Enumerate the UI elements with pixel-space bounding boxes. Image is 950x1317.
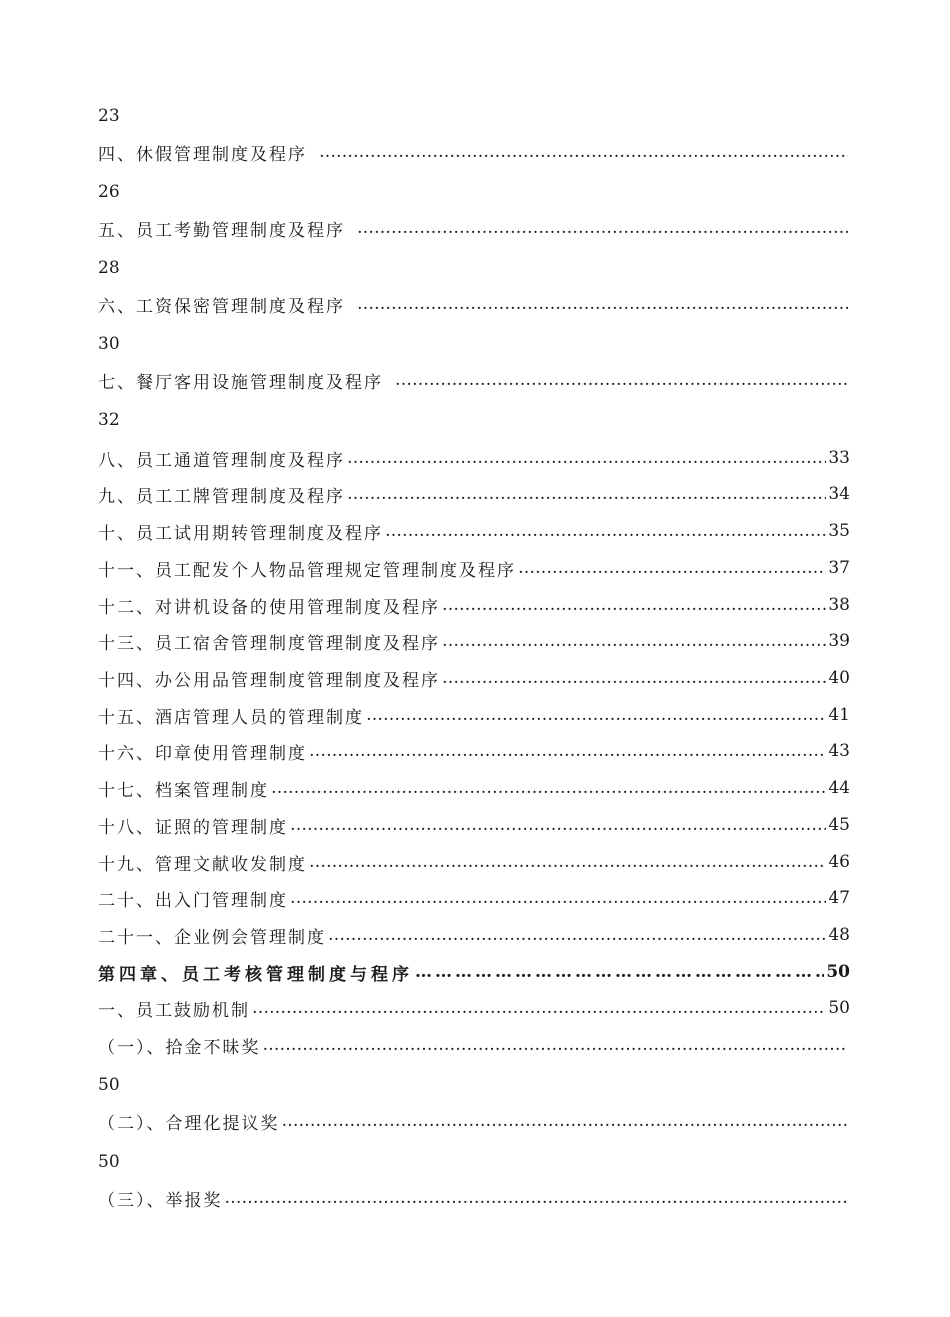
toc-leader-dots xyxy=(415,959,824,985)
toc-entry-title: 二十、出入门管理制度 xyxy=(98,890,288,911)
toc-entry-title: 十一、员工配发个人物品管理规定管理制度及程序 xyxy=(98,560,516,581)
toc-entry[interactable] xyxy=(98,849,850,875)
toc-entry-title: 第四章、员工考核管理制度与程序 xyxy=(98,964,413,985)
toc-chapter-heading[interactable] xyxy=(98,959,850,985)
toc-leader-dots xyxy=(385,518,826,544)
toc-entry[interactable] xyxy=(98,775,850,801)
toc-entry-page: 43 xyxy=(828,741,850,761)
toc-leader-dots xyxy=(442,592,826,618)
toc-page-number: 32 xyxy=(98,410,120,430)
toc-entry-page: 39 xyxy=(828,631,850,651)
toc-leader-dots xyxy=(225,1185,849,1211)
toc-entry-page: 50 xyxy=(826,962,850,982)
toc-entry[interactable] xyxy=(98,738,850,764)
toc-leader-dots xyxy=(357,215,848,241)
toc-entry-title: 二十一、企业例会管理制度 xyxy=(98,927,326,948)
toc-leader-dots xyxy=(357,291,848,317)
toc-leader-dots xyxy=(290,885,826,911)
toc-page-number: 23 xyxy=(98,106,120,126)
toc-entry-page: 47 xyxy=(828,888,850,908)
toc-entry-page: 44 xyxy=(828,778,850,798)
toc-entry-page: 48 xyxy=(828,925,850,945)
toc-page-number: 50 xyxy=(98,1152,120,1172)
toc-page-number: 26 xyxy=(98,182,120,202)
toc-leader-dots xyxy=(319,139,848,165)
toc-entry-title: 四、休假管理制度及程序 xyxy=(98,144,307,165)
toc-entry-page: 34 xyxy=(828,484,850,504)
toc-entry-title: （二）、合理化提议奖 xyxy=(98,1113,280,1134)
toc-entry-title: 八、员工通道管理制度及程序 xyxy=(98,450,345,471)
toc-leader-dots xyxy=(309,849,826,875)
toc-leader-dots xyxy=(347,445,826,471)
toc-entry[interactable] xyxy=(98,628,850,654)
toc-entry[interactable] xyxy=(98,139,850,165)
toc-entry-title: 十五、酒店管理人员的管理制度 xyxy=(98,707,364,728)
toc-entry[interactable] xyxy=(98,922,850,948)
toc-entry[interactable] xyxy=(98,885,850,911)
toc-entry[interactable] xyxy=(98,291,850,317)
toc-leader-dots xyxy=(328,922,826,948)
toc-leader-dots xyxy=(282,1108,849,1134)
toc-entry[interactable] xyxy=(98,995,850,1021)
toc-entry-page: 40 xyxy=(828,668,850,688)
toc-entry-title: 十二、对讲机设备的使用管理制度及程序 xyxy=(98,597,440,618)
toc-leader-dots xyxy=(347,481,826,507)
toc-entry[interactable] xyxy=(98,1032,850,1058)
toc-leader-dots xyxy=(309,738,826,764)
toc-entry-page: 38 xyxy=(828,595,850,615)
toc-entry-title: 十六、印章使用管理制度 xyxy=(98,743,307,764)
toc-entry-title: 七、餐厅客用设施管理制度及程序 xyxy=(98,372,383,393)
toc-entry-title: 十、员工试用期转管理制度及程序 xyxy=(98,523,383,544)
toc-page-number: 50 xyxy=(98,1075,120,1095)
toc-entry[interactable] xyxy=(98,1108,850,1134)
toc-entry-title: 九、员工工牌管理制度及程序 xyxy=(98,486,345,507)
toc-entry[interactable] xyxy=(98,518,850,544)
toc-leader-dots xyxy=(252,995,826,1021)
toc-entry-page: 45 xyxy=(828,815,850,835)
toc-entry-page: 33 xyxy=(828,448,850,468)
toc-entry[interactable] xyxy=(98,215,850,241)
toc-entry-title: 五、员工考勤管理制度及程序 xyxy=(98,220,345,241)
toc-entry[interactable] xyxy=(98,702,850,728)
toc-page-number: 28 xyxy=(98,258,120,278)
toc-entry[interactable] xyxy=(98,481,850,507)
toc-leader-dots xyxy=(263,1032,849,1058)
toc-leader-dots xyxy=(442,665,826,691)
toc-entry[interactable] xyxy=(98,445,850,471)
toc-entry-title: 十九、管理文献收发制度 xyxy=(98,854,307,875)
toc-page-number: 30 xyxy=(98,334,120,354)
toc-entry-page: 46 xyxy=(828,852,850,872)
toc-leader-dots xyxy=(366,702,826,728)
toc-entry[interactable] xyxy=(98,592,850,618)
toc-leader-dots xyxy=(518,555,826,581)
toc-entry-title: （三）、举报奖 xyxy=(98,1190,223,1211)
toc-entry-title: 十三、员工宿舍管理制度管理制度及程序 xyxy=(98,633,440,654)
toc-leader-dots xyxy=(290,812,826,838)
toc-leader-dots xyxy=(271,775,826,801)
toc-leader-dots xyxy=(442,628,826,654)
toc-entry[interactable] xyxy=(98,1185,850,1211)
toc-entry-page: 37 xyxy=(828,558,850,578)
toc-entry-page: 35 xyxy=(828,521,850,541)
toc-entry-title: 一、员工鼓励机制 xyxy=(98,1000,250,1021)
toc-entry-title: 六、工资保密管理制度及程序 xyxy=(98,296,345,317)
toc-entry-title: （一）、拾金不昧奖 xyxy=(98,1037,261,1058)
toc-entry-page: 41 xyxy=(828,705,850,725)
toc-entry[interactable] xyxy=(98,555,850,581)
toc-entry-title: 十八、证照的管理制度 xyxy=(98,817,288,838)
toc-entry-title: 十七、档案管理制度 xyxy=(98,780,269,801)
toc-entry-title: 十四、办公用品管理制度管理制度及程序 xyxy=(98,670,440,691)
toc-entry-page: 50 xyxy=(828,998,850,1018)
toc-leader-dots xyxy=(395,367,848,393)
toc-entry[interactable] xyxy=(98,812,850,838)
toc-entry[interactable] xyxy=(98,665,850,691)
toc-entry[interactable] xyxy=(98,367,850,393)
